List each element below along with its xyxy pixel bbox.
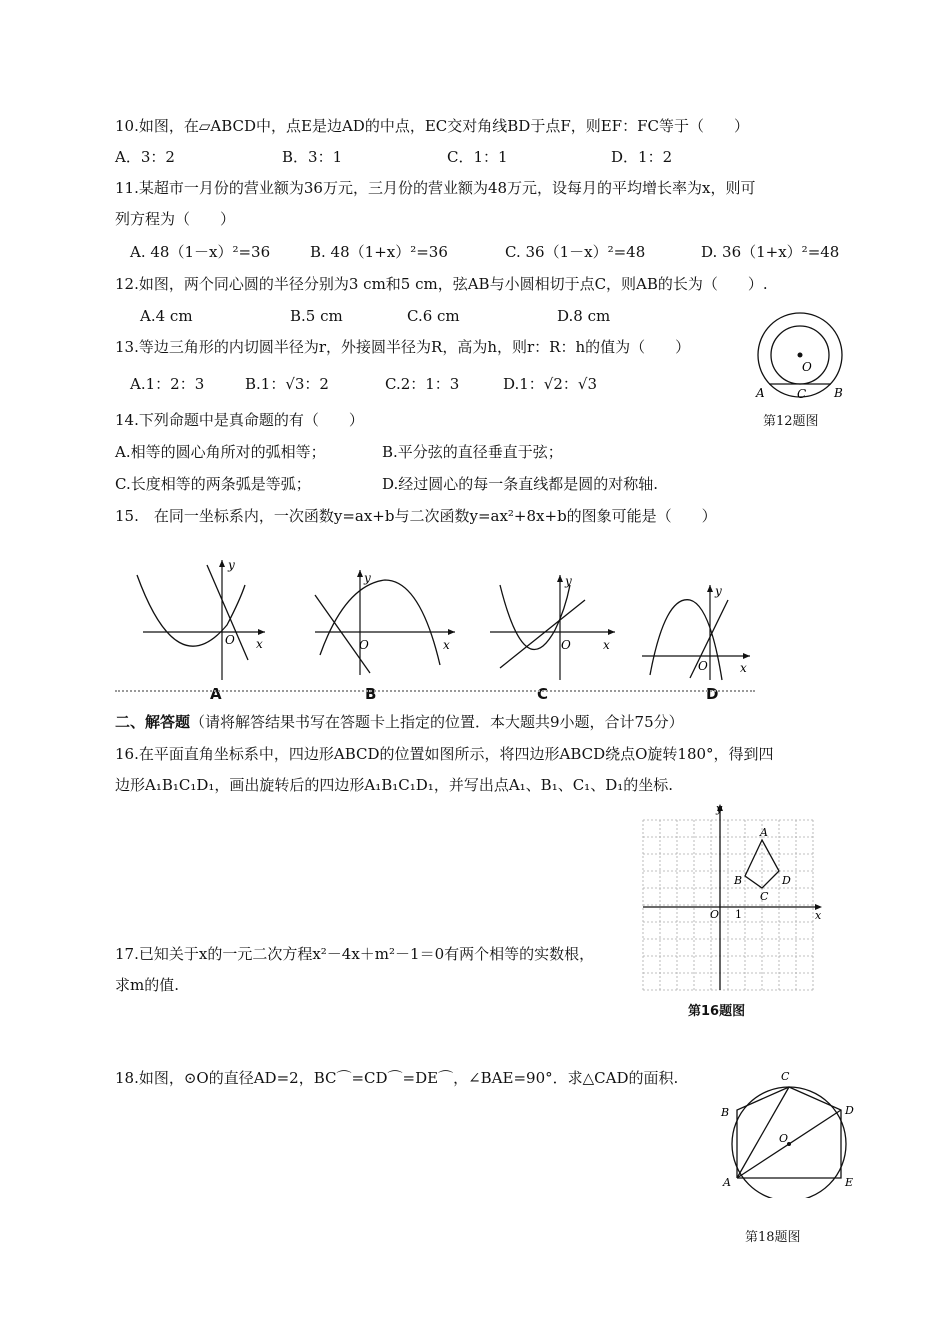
q18-figure [715, 1068, 865, 1198]
label-b: B [721, 1106, 730, 1119]
line-d [690, 600, 728, 678]
q14-option-d: D.经过圆心的每一条直线都是圆的对称轴. [382, 475, 659, 493]
q16-line1: 16.在平面直角坐标系中，四边形ABCD的位置如图所示，将四边形ABCD绕点O旋转180°，得到四 [115, 745, 774, 763]
y-label: y [716, 802, 723, 815]
q12-caption: 第12题图 [763, 414, 819, 429]
label-c: C [760, 890, 769, 903]
q16-figure [638, 800, 828, 995]
section2-heading [115, 712, 684, 732]
q15-label-a: A [210, 685, 222, 703]
q14-option-a: A.相等的圆心角所对的弧相等； [115, 443, 326, 461]
q12-figure [750, 305, 850, 405]
label-a: A [760, 826, 768, 839]
q16-caption: 第16题图 [688, 1004, 746, 1019]
label-a: A [756, 386, 765, 400]
q15-label-b: B [365, 685, 377, 703]
origin-label: O [359, 638, 369, 652]
q11-option-c: C. 36（1－x）²=48 [505, 243, 646, 261]
label-c: C [797, 387, 807, 401]
parabola-d [650, 600, 722, 680]
q12-option-a: A.4 cm [140, 307, 193, 325]
label-e: E [845, 1176, 854, 1189]
q14-stem: 14.下列命题中是真命题的有（ ） [115, 411, 364, 429]
q10-option-a: A．3：2 [115, 148, 175, 166]
q11-option-b: B. 48（1+x）²=36 [310, 243, 448, 261]
label-o: O [802, 360, 812, 374]
label-b: B [834, 386, 843, 400]
q10-option-d: D．1：2 [611, 148, 673, 166]
q12-option-c: C.6 cm [407, 307, 460, 325]
q10-option-b: B．3：1 [282, 148, 343, 166]
q13-stem: 13.等边三角形的内切圆半径为r，外接圆半径为R，高为h，则r：R：h的值为（ ） [115, 338, 691, 356]
center-point [798, 353, 803, 358]
q15-graph-d [640, 580, 755, 685]
x-label: x [740, 661, 747, 675]
q13-option-a: A.1：2：3 [130, 375, 205, 393]
x-label: x [256, 637, 263, 651]
section2-title: 二、解答题 [115, 713, 191, 731]
q11-stem-line2: 列方程为（ ） [115, 210, 236, 228]
origin-label: O [225, 633, 235, 647]
q17-line2: 求m的值. [115, 976, 179, 994]
x-label: x [603, 638, 610, 652]
q18-stem: 18.如图，⊙O的直径AD=2，BC⌒=CD⌒=DE⌒，∠BAE=90°．求△CAD的面积. [115, 1069, 679, 1087]
section2-note: （请将解答结果书写在答题卡上指定的位置．本大题共9小题，合计75分） [190, 713, 684, 731]
origin-label: O [561, 638, 571, 652]
q15-stem: 15. 在同一坐标系内，一次函数y=ax+b与二次函数y=ax²+8x+b的图象可能是（ ） [115, 507, 717, 525]
q12-option-b: B.5 cm [290, 307, 343, 325]
q15-label-d: D [706, 685, 719, 703]
line-b [315, 595, 370, 673]
y-label: y [565, 574, 572, 588]
q12-option-d: D.8 cm [557, 307, 611, 325]
label-d: D [782, 874, 791, 887]
q13-option-b: B.1：√3：2 [245, 375, 329, 393]
q15-graph-c [485, 570, 625, 685]
y-label: y [228, 558, 235, 572]
origin-label: O [710, 908, 720, 921]
q11-option-d: D. 36（1+x）²=48 [701, 243, 840, 261]
q15-label-c: C [537, 685, 549, 703]
q14-option-b: B.平分弦的直径垂直于弦； [382, 443, 563, 461]
q16-line2: 边形A₁B₁C₁D₁，画出旋转后的四边形A₁B₁C₁D₁，并写出点A₁、B₁、C₁、D₁的坐标. [115, 776, 674, 794]
q13-option-d: D.1：√2：√3 [503, 375, 598, 393]
q17-line1: 17.已知关于x的一元二次方程x²－4x＋m²－1＝0有两个相等的实数根， [115, 945, 595, 963]
grid [643, 820, 813, 990]
origin-label: O [698, 659, 708, 673]
unit-label: 1 [735, 908, 742, 921]
q10-option-c: C．1：1 [447, 148, 508, 166]
q11-option-a: A. 48（1－x）²=36 [130, 243, 271, 261]
q12-stem: 12.如图，两个同心圆的半径分别为3 cm和5 cm，弦AB与小圆相切于点C，则AB的长为（ ）. [115, 275, 768, 293]
y-label: y [715, 584, 722, 598]
label-c: C [781, 1070, 790, 1083]
q10-stem: 10.如图，在▱ABCD中，点E是边AD的中点，EC交对角线BD于点F，则EF：FC等于（ ） [115, 117, 749, 135]
q11-stem-line1: 11.某超市一月份的营业额为36万元，三月份的营业额为48万元，设每月的平均增长率为x，则可 [115, 179, 756, 197]
x-label: x [443, 638, 450, 652]
label-d: D [845, 1104, 854, 1117]
q14-option-c: C.长度相等的两条弧是等弧； [115, 475, 311, 493]
q15-graph-b [310, 565, 460, 685]
label-o: O [779, 1132, 789, 1145]
y-label: y [364, 571, 371, 585]
label-b: B [734, 874, 743, 887]
line-c [500, 600, 585, 668]
divider [115, 690, 755, 692]
parabola-b [320, 580, 440, 665]
label-a: A [723, 1176, 731, 1189]
q18-caption: 第18题图 [745, 1230, 801, 1245]
q13-option-c: C.2：1：3 [385, 375, 460, 393]
q15-graph-a [135, 555, 275, 685]
x-label: x [815, 909, 822, 922]
